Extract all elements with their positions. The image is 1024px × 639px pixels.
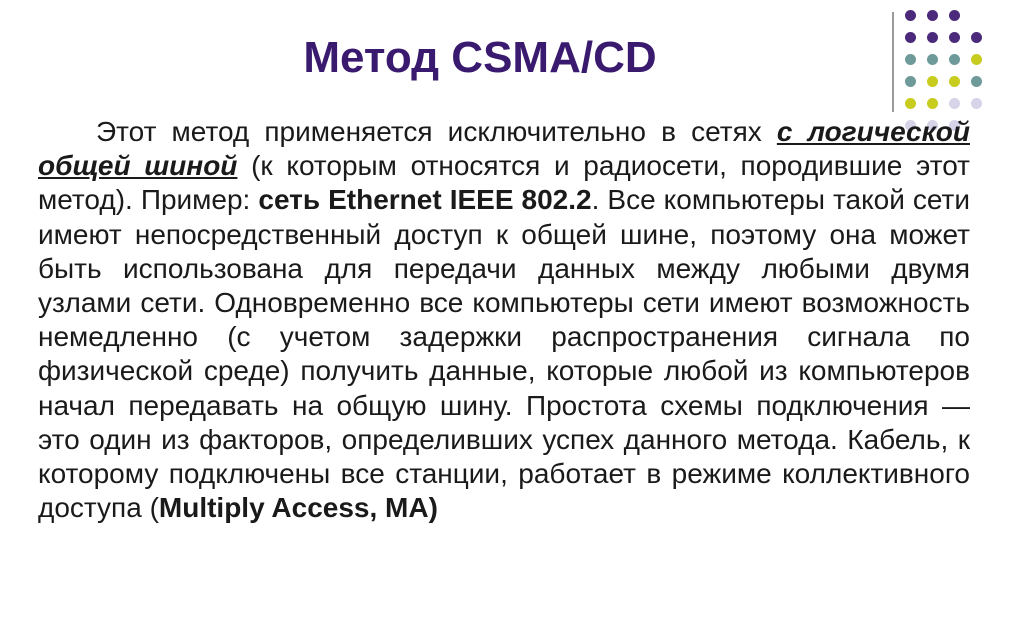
decor-dot (949, 10, 960, 21)
decor-dot (927, 98, 938, 109)
term-logical-bus: с логической общей шиной (38, 116, 970, 182)
paragraph-text-3: . Все компьютеры такой сети имеют непосредственный доступ к общей шине, поэтому она может быть использована для передачи данных между любыми двумя узлами сети. Одновременно все компьютеры сети имеют возможность немедленно (с учетом задержки распространения сигнала по физической среде) получить данные, которые любой из компьютеров начал передавать на общую шину. Простота схемы подключения — это один из факторов, определивших успех данного метода. Кабель, к которому подключены все станции, работает в режиме коллективного доступа ( (38, 184, 971, 524)
slide-title: Метод CSMA/CD (303, 33, 657, 82)
slide-body-paragraph (38, 115, 970, 525)
term-multiply-access: Multiply Access, MA) (158, 492, 438, 524)
decor-dot (927, 10, 938, 21)
decor-dot (971, 98, 982, 109)
paragraph-text-2: (к которым относятся и радиосети, породившие этот метод). Пример: (38, 150, 971, 216)
decor-dot (971, 32, 982, 43)
decor-dot (905, 10, 916, 21)
paragraph-text-1: Этот метод применяется исключительно в сетях (96, 116, 777, 147)
example-ethernet: сеть Ethernet IEEE 802.2 (258, 184, 592, 216)
decor-dot (949, 98, 960, 109)
decor-dot (971, 76, 982, 87)
decor-dot (905, 98, 916, 109)
decor-dot (971, 54, 982, 65)
